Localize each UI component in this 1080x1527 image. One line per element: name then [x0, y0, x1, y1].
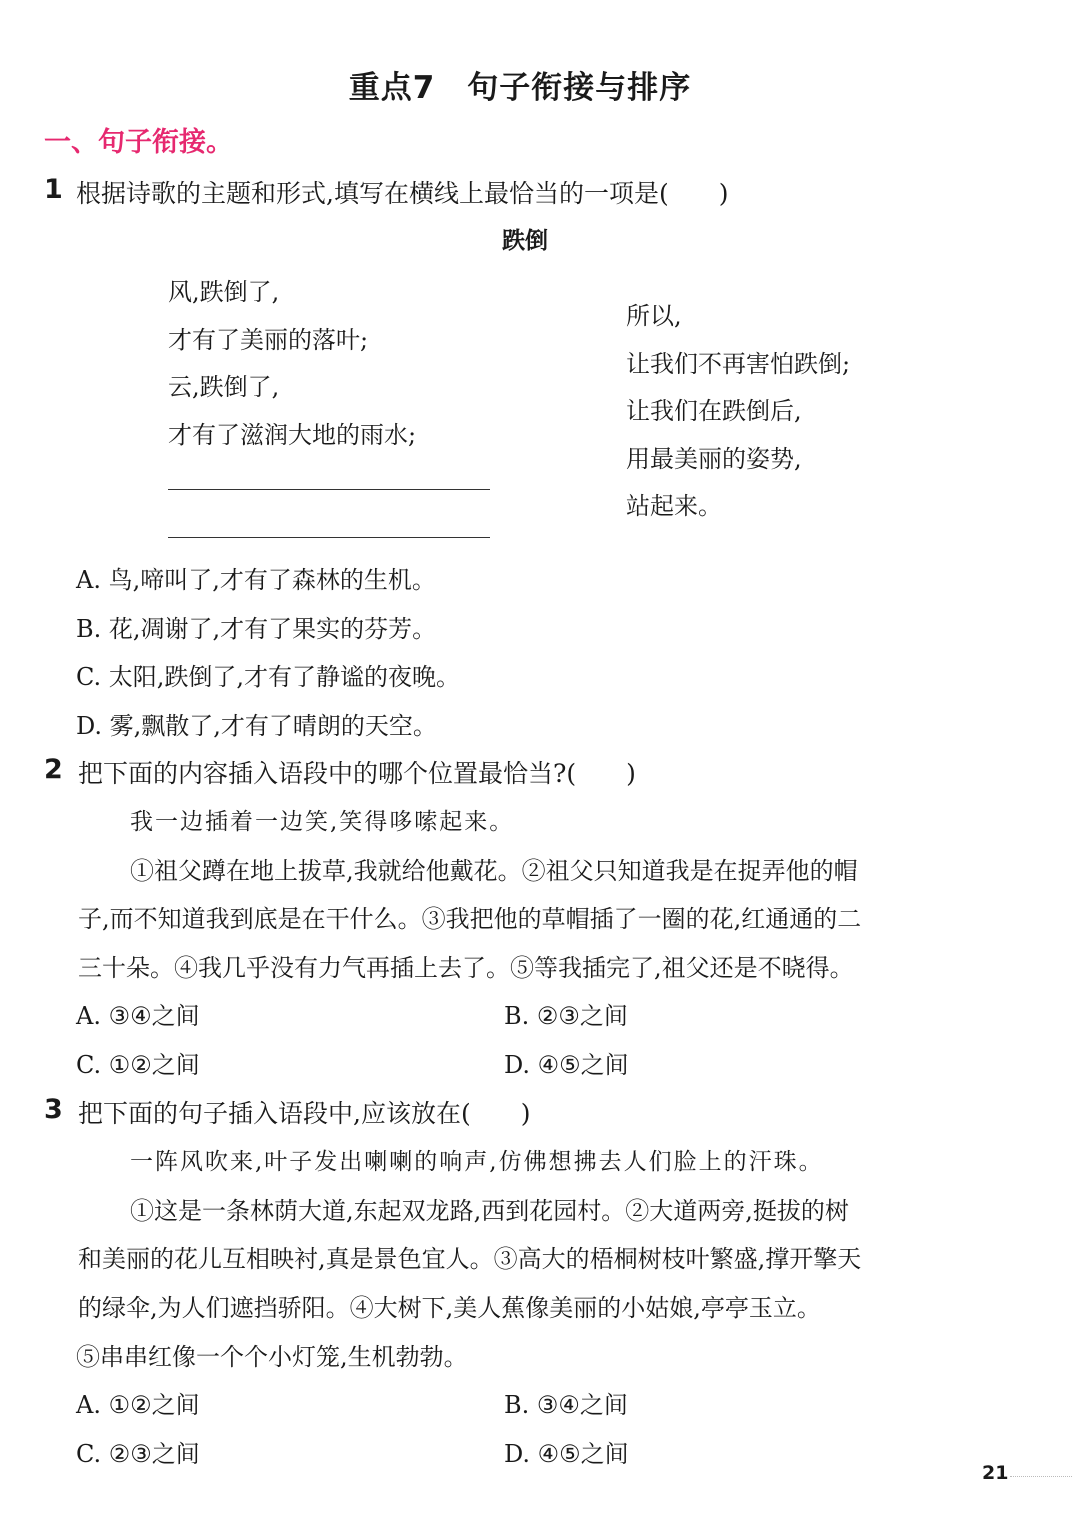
q3-paragraph-line-2: 和美丽的花儿互相映衬,真是景色宜人。③高大的梧桐树枝叶繁盛,撑开擎天	[78, 1245, 862, 1273]
question-2-text: 把下面的内容插入语段中的哪个位置最恰当?( )	[78, 759, 636, 788]
poem-left-line-3: 云,跌倒了,	[168, 373, 280, 401]
page-number: 21	[982, 1462, 1009, 1484]
page-number-divider	[1010, 1476, 1072, 1477]
q3-option-d[interactable]: D. ④⑤之间	[504, 1440, 629, 1468]
q2-paragraph-line-3: 三十朵。④我几乎没有力气再插上去了。⑤等我插完了,祖父还是不晓得。	[78, 954, 854, 982]
answer-blank-line-2[interactable]	[168, 537, 490, 538]
page-title: 重点7 句子衔接与排序	[348, 70, 692, 106]
q3-option-c[interactable]: C. ②③之间	[76, 1440, 200, 1468]
q2-paragraph-line-2: 子,而不知道我到底是在干什么。③我把他的草帽插了一圈的花,红通通的二	[78, 905, 862, 933]
q2-option-d[interactable]: D. ④⑤之间	[504, 1051, 629, 1079]
question-3-text: 把下面的句子插入语段中,应该放在( )	[78, 1099, 531, 1128]
q3-option-b[interactable]: B. ③④之间	[504, 1391, 628, 1419]
poem-left-line-1: 风,跌倒了,	[168, 278, 280, 306]
poem-left-line-2: 才有了美丽的落叶;	[168, 326, 369, 354]
question-1-number: 1	[44, 174, 63, 205]
poem-right-line-5: 站起来。	[626, 492, 722, 520]
question-1-text: 根据诗歌的主题和形式,填写在横线上最恰当的一项是( )	[76, 179, 729, 208]
q1-option-c[interactable]: C. 太阳,跌倒了,才有了静谧的夜晚。	[76, 663, 461, 691]
q2-paragraph-line-1: ①祖父蹲在地上拔草,我就给他戴花。②祖父只知道我是在捉弄他的帽	[130, 857, 858, 885]
q1-option-d[interactable]: D. 雾,飘散了,才有了晴朗的天空。	[76, 712, 437, 740]
q3-paragraph-line-3: 的绿伞,为人们遮挡骄阳。④大树下,美人蕉像美丽的小姑娘,亭亭玉立。	[78, 1294, 821, 1322]
poem-right-line-3: 让我们在跌倒后,	[626, 397, 802, 425]
poem-right-line-1: 所以,	[626, 302, 682, 330]
poem-title: 跌倒	[502, 228, 548, 254]
q3-paragraph-line-4: ⑤串串红像一个个小灯笼,生机勃勃。	[76, 1343, 468, 1371]
poem-left-line-4: 才有了滋润大地的雨水;	[168, 421, 417, 449]
poem-right-line-4: 用最美丽的姿势,	[626, 445, 802, 473]
q3-option-a[interactable]: A. ①②之间	[76, 1391, 200, 1419]
q2-option-b[interactable]: B. ②③之间	[504, 1002, 628, 1030]
q2-option-c[interactable]: C. ①②之间	[76, 1051, 200, 1079]
question-3-number: 3	[44, 1094, 63, 1125]
q1-option-a[interactable]: A. 鸟,啼叫了,才有了森林的生机。	[76, 566, 436, 594]
q2-inserted-sentence: 我一边插着一边笑,笑得哆嗦起来。	[130, 809, 515, 835]
answer-blank-line-1[interactable]	[168, 489, 490, 490]
q3-inserted-sentence: 一阵风吹来,叶子发出喇喇的响声,仿佛想拂去人们脸上的汗珠。	[130, 1149, 824, 1175]
q1-option-b[interactable]: B. 花,凋谢了,才有了果实的芬芳。	[76, 615, 437, 643]
q2-option-a[interactable]: A. ③④之间	[76, 1002, 200, 1030]
section-heading: 一、句子衔接。	[44, 127, 233, 158]
question-2-number: 2	[44, 754, 63, 785]
poem-right-line-2: 让我们不再害怕跌倒;	[626, 350, 851, 378]
q3-paragraph-line-1: ①这是一条林荫大道,东起双龙路,西到花园村。②大道两旁,挺拔的树	[130, 1197, 849, 1225]
